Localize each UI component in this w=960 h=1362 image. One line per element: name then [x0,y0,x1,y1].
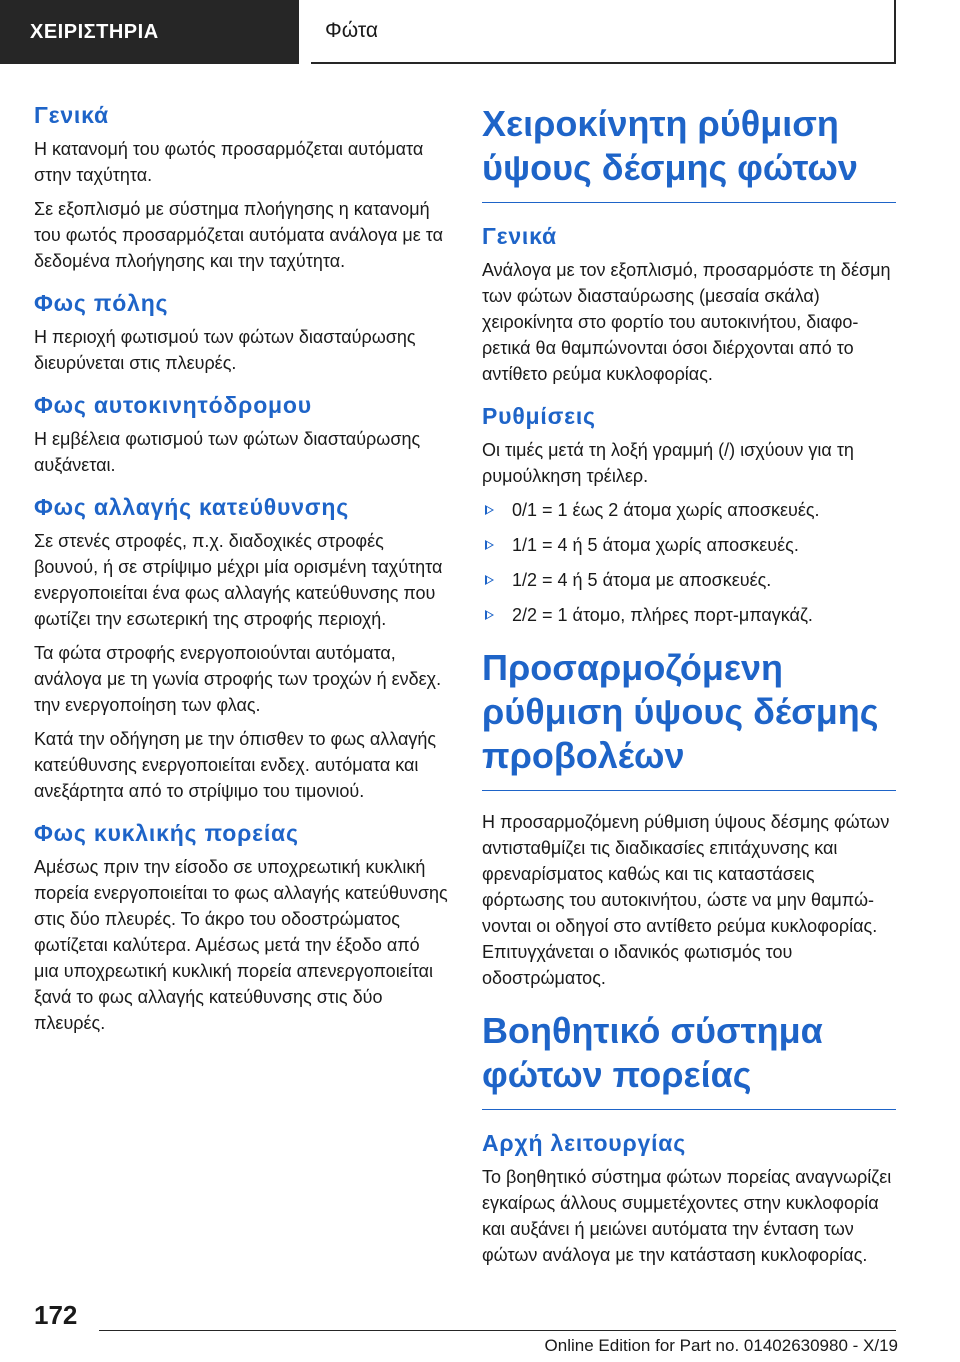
chapter-heading-block [482,1009,896,1110]
bullet-triangle-icon [485,505,494,515]
list-item [482,497,896,523]
paragraph: Τα φώτα στροφής ενεργοποιούνται αυτόματα, ανάλογα με τη γωνία στροφής των τροχών ή ενδεχ. την ενεργοποίηση των φλας. [34,643,442,715]
settings-list [482,497,896,628]
header-topic-label [311,0,896,64]
paragraph: Κατά την οδήγηση με την όπισθεν το φως αλλαγής κατεύθυνσης ενεργοποιείται ενδεχ. αυτόματα και ανεξάρτητα από το στρίψιμο του τιμονιού. [34,729,437,801]
header-section-label [0,0,299,64]
paragraph: Το βοηθητικό σύστημα φώτων πορείας αναγνωρίζει εγκαίρως άλλους συμμετέχοντες στην κυκλοφορία και αυξάνει ή μειώνει αυτόματα την ένταση των φώτων ανάλογα με την κατάσταση κυκλοφορίας. [482,1167,892,1265]
chapter-title-manual-headlight-range: Χειροκίνητη ρύθμιση ύψους δέσμης φώτων [482,102,896,203]
paragraph: Η προσαρμοζόμενη ρύθμιση ύψους δέσμης φώτων αντισταθμίζει τις διαδικασίες επιτάχυνσης και φρεναρίσματος καθώς και τις καταστάσεις φόρτωσης του αυτοκινήτου, ώστε να μην θαμπώνονται οι οδηγοί στο αντίθετο ρεύμα κυκλοφορίας. Επιτυγχάνεται ο ιδανικός φωτισμός του οδοστρώματος. [482,812,890,988]
right-column [482,88,896,1276]
left-column [34,88,448,1044]
list-item-text: 1/1 = 4 ή 5 άτομα χωρίς αποσκευές. [512,535,799,555]
list-item [482,532,896,558]
paragraph: Ανάλογα με τον εξοπλισμό, προσαρμόστε τη δέσμη των φώτων διασταύρωσης (μεσαία σκάλα) χειροκίνητα στο φορτίο του αυτοκινήτου, διαφορετικά θα θαμπώνονται όσοι διέρχονται από το αντίθετο ρεύμα κυκλοφορίας. [482,260,891,384]
chapter-title-high-beam-assistant: Βοηθητικό σύστημα φώτων πορείας [482,1009,896,1110]
chapter-heading-block [482,646,896,791]
chapter-title-adaptive-headlight-range: Προσαρμοζόμενη ρύθμιση ύψους δέσμης προβολέων [482,646,896,791]
section-title-cornering-light: Φως αλλαγής κατεύθυνσης [34,494,349,520]
page-number: 172 [34,1300,78,1330]
footer-edition-note: Online Edition for Part no. 01402630980 - X/19 [544,1336,898,1355]
paragraph: Η εμβέλεια φωτισμού των φώτων διασταύρωσης αυξάνεται. [34,429,421,475]
bullet-triangle-icon [485,540,494,550]
section-title-operating-principle: Αρχή λειτουργίας [482,1130,686,1156]
paragraph: Σε στενές στροφές, π.χ. διαδοχικές στροφές βουνού, ή σε στρίψιμο μέχρι μία ορισμένη ταχύτητα ενεργοποιείται ένα φως αλλαγής κατεύθυνσης που φωτίζει την εσωτερική της στροφής περιοχή. [34,531,443,629]
section-title-settings: Ρυθμίσεις [482,403,596,429]
paragraph: Οι τιμές μετά τη λοξή γραμμή (/) ισχύουν για τη ρυμούλκηση τρέιλερ. [482,440,854,486]
footer-divider [99,1330,896,1331]
paragraph: Αμέσως πριν την είσοδο σε υποχρεωτική κυκλική πορεία ενεργοποιείται το φως αλλαγής κατεύθυνσης στις δύο πλευρές. Το άκρο του οδοστρώματος φωτίζεται καλύτερα. Αμέσως μετά την έξοδο από μια υποχρεωτική κυκλική πορεία απενεργοποιείται ξανά το φως αλλαγής κατεύθυνσης στις δύο πλευρές. [34,857,448,1033]
chapter-heading-block [482,102,896,203]
list-item [482,567,896,593]
header-topic-text: Φώτα [325,19,378,42]
section-title-general: Γενικά [34,102,109,128]
list-item-text: 2/2 = 1 άτομο, πλήρες πορτ-μπαγκάζ. [512,605,813,625]
bullet-triangle-icon [485,610,494,620]
paragraph: Η περιοχή φωτισμού των φώτων διασταύρωσης διευρύνεται στις πλευρές. [34,327,416,373]
section-title-city-light: Φως πόλης [34,290,169,316]
header-section-text: ΧΕΙΡΙΣΤΗΡΙΑ [30,20,159,43]
list-item [482,602,896,628]
list-item-text: 0/1 = 1 έως 2 άτομα χωρίς αποσκευές. [512,500,820,520]
section-title-motorway-light: Φως αυτοκινητόδρομου [34,392,312,418]
section-title-roundabout-light: Φως κυκλικής πορείας [34,820,299,846]
paragraph: Η κατανομή του φωτός προσαρμόζεται αυτόματα στην ταχύτητα. [34,139,424,185]
bullet-triangle-icon [485,575,494,585]
paragraph: Σε εξοπλισμό με σύστημα πλοήγησης η κατανομή του φωτός προσαρμόζεται αυτόματα ανάλογα με τα δεδομένα πλοήγησης και την ταχύτητα. [34,199,444,271]
section-title-general: Γενικά [482,223,557,249]
list-item-text: 1/2 = 4 ή 5 άτομα με αποσκευές. [512,570,772,590]
